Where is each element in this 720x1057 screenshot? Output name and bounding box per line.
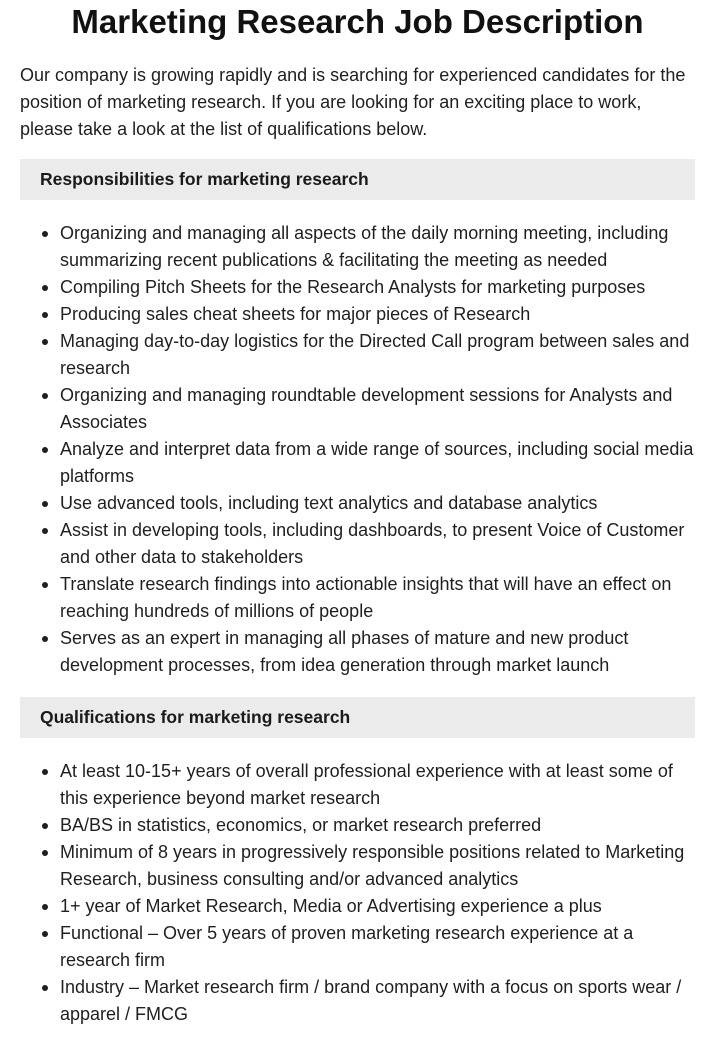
list-item: Producing sales cheat sheets for major pieces of Research: [60, 301, 695, 328]
list-item: Translate research findings into actionable insights that will have an effect on reaching hundreds of millions of people: [60, 571, 695, 625]
responsibilities-list: [20, 220, 695, 679]
page-title: Marketing Research Job Description: [71, 3, 644, 40]
list-item: Organizing and managing roundtable development sessions for Analysts and Associates: [60, 382, 695, 436]
list-item: BA/BS in statistics, economics, or market research preferred: [60, 812, 695, 839]
responsibilities-heading: Responsibilities for marketing research: [20, 159, 695, 200]
list-item: 1+ year of Market Research, Media or Advertising experience a plus: [60, 893, 695, 920]
list-item: Managing day-to-day logistics for the Directed Call program between sales and research: [60, 328, 695, 382]
list-item: Compiling Pitch Sheets for the Research Analysts for marketing purposes: [60, 274, 695, 301]
intro-paragraph: Our company is growing rapidly and is searching for experienced candidates for the position of marketing research. If you are looking for an exciting place to work, please take a look at the list of qualifications below.: [20, 65, 686, 139]
list-item: Analyze and interpret data from a wide range of sources, including social media platforms: [60, 436, 695, 490]
list-item: Use advanced tools, including text analytics and database analytics: [60, 490, 695, 517]
list-item: Industry – Market research firm / brand company with a focus on sports wear / apparel / FMCG: [60, 974, 695, 1028]
list-item: Serves as an expert in managing all phases of mature and new product development processes, from idea generation through market launch: [60, 625, 695, 679]
qualifications-heading: Qualifications for marketing research: [20, 697, 695, 738]
qualifications-list: [20, 758, 695, 1028]
list-item: Organizing and managing all aspects of the daily morning meeting, including summarizing recent publications & facilitating the meeting as needed: [60, 220, 695, 274]
list-item: At least 10-15+ years of overall professional experience with at least some of this experience beyond market research: [60, 758, 695, 812]
list-item: Minimum of 8 years in progressively responsible positions related to Marketing Research, business consulting and/or advanced analytics: [60, 839, 695, 893]
list-item: Assist in developing tools, including dashboards, to present Voice of Customer and other data to stakeholders: [60, 517, 695, 571]
list-item: Functional – Over 5 years of proven marketing research experience at a research firm: [60, 920, 695, 974]
